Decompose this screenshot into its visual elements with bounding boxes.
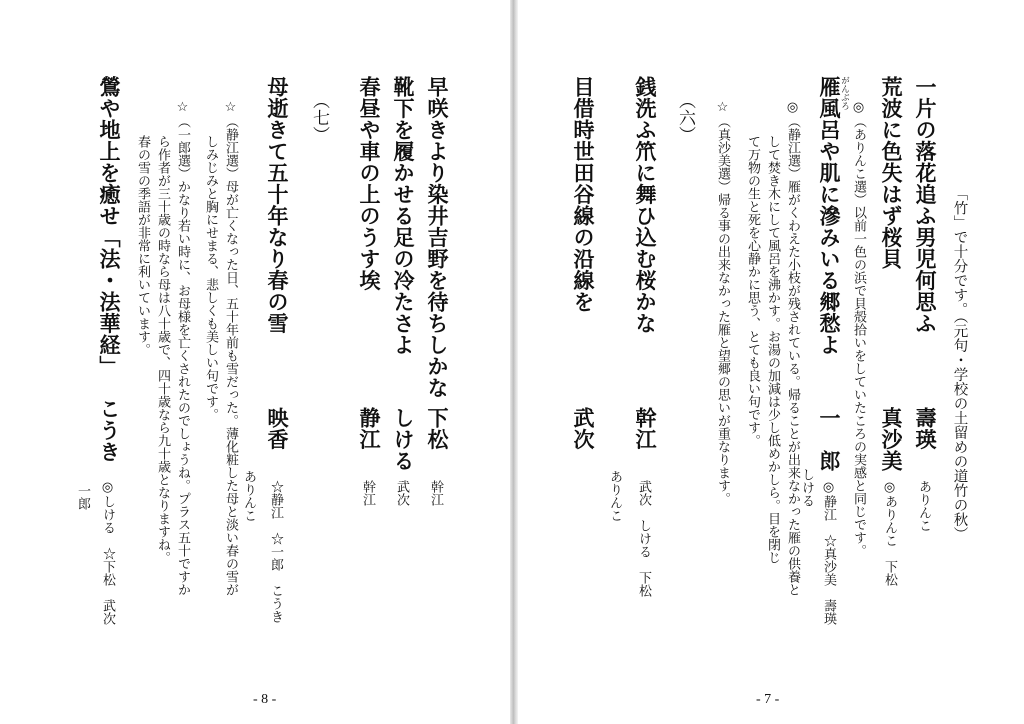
star-mark: ◎ bbox=[785, 100, 800, 115]
comment-line: て万物の生と死を心静かに思う、とても良い句です。 bbox=[745, 135, 760, 447]
comment-selector: （ありんこ選） bbox=[851, 115, 866, 206]
haiku-votes: 武次 bbox=[394, 480, 409, 506]
comment-line: しみじみと胸にせまる、悲しくも美しい句です。 bbox=[203, 135, 218, 421]
comment-line: ☆（一郎選）かなり若い時に、お母様を亡くされたのでしょうね。プラス五十ですか bbox=[175, 100, 190, 596]
comment-selector: （静江選） bbox=[785, 115, 800, 180]
haiku-text: 荒波に色失はず桜貝 bbox=[879, 76, 903, 270]
comment-selector: （真沙美選） bbox=[715, 115, 730, 193]
haiku-votes: ◎しける ☆下松 武次 bbox=[100, 480, 115, 625]
haiku-text: 一片の落花追ふ男児何思ふ bbox=[913, 76, 937, 334]
haiku-votes: ◎静江 ☆真沙美 壽瑛 bbox=[821, 480, 836, 625]
page-number: - 7 - bbox=[756, 692, 780, 707]
section-heading: （六） bbox=[675, 92, 695, 143]
haiku-text: 早咲きより染井吉野を待ちしかな bbox=[425, 76, 449, 399]
haiku-votes: ☆静江 ☆一郎 こうき bbox=[268, 480, 283, 623]
haiku-author: 真沙美 bbox=[879, 407, 903, 472]
haiku-votes: 幹江 bbox=[428, 480, 443, 506]
haiku-author: 下松 bbox=[425, 407, 449, 450]
haiku-author: 一 郎 bbox=[817, 407, 841, 472]
star-mark: ☆ bbox=[175, 100, 190, 115]
haiku-votes: ◎ありんこ 下松 bbox=[882, 480, 897, 586]
comment-selector: （静江選） bbox=[223, 115, 238, 180]
haiku-text: 目借時世田谷線の沿線を bbox=[571, 76, 595, 313]
haiku-votes: 幹江 bbox=[360, 480, 375, 506]
haiku-text: 銭洗ふ笊に舞ひ込む桜かな bbox=[633, 76, 657, 334]
haiku-author: 壽瑛 bbox=[913, 407, 937, 450]
haiku-text: 雁風呂や肌に滲みいる郷愁よ bbox=[817, 76, 841, 356]
comment-line: して焚き木にして風呂を沸かす。お湯の加減は少し低めかしら。目を閉じ bbox=[765, 135, 780, 564]
haiku-votes: ありんこ bbox=[607, 470, 622, 522]
star-mark: ◎ bbox=[851, 100, 866, 115]
star-mark: ☆ bbox=[223, 100, 238, 115]
comment-line: ☆（真沙美選）帰る事の出来なかった雁と望郷の思いが重なります。 bbox=[715, 100, 730, 505]
comment-line: 春の雪の季語が非常に利いています。 bbox=[135, 135, 150, 356]
haiku-author: こうき bbox=[97, 398, 121, 463]
haiku-author: 幹江 bbox=[633, 407, 657, 450]
page-number: - 8 - bbox=[253, 692, 277, 707]
haiku-author: 静江 bbox=[357, 407, 381, 450]
haiku-text: 靴下を履かせる足の冷たさよ bbox=[391, 76, 415, 356]
haiku-author: 映香 bbox=[265, 407, 289, 450]
comment-line: ◎（静江選）雁がくわえた小枝が残されている。帰ることが出来なかった雁の供養と bbox=[785, 100, 800, 596]
section-heading: （七） bbox=[309, 92, 329, 143]
haiku-text: 鶯や地上を癒せ「法・法華経」 bbox=[97, 76, 121, 377]
comment-selector: （一郎選） bbox=[175, 115, 190, 180]
comment-line: ☆（静江選）母が亡くなった日、五十年前も雪だった。薄化粧した母と淡い春の雪が bbox=[223, 100, 238, 596]
comment-line: ◎（ありんこ選）以前一色の浜で貝殻拾いをしていたころの実感と同じです。 bbox=[851, 100, 866, 557]
haiku-votes: ありんこ bbox=[241, 470, 256, 522]
haiku-text: 母逝きて五十年なり春の雪 bbox=[265, 76, 289, 334]
ruby-reading: がんぶろ bbox=[839, 76, 850, 110]
haiku-author: 武次 bbox=[571, 407, 595, 450]
haiku-votes: ありんこ bbox=[916, 480, 931, 532]
haiku-text: 春昼や車の上のうす埃 bbox=[357, 76, 381, 291]
haiku-votes: しける bbox=[799, 468, 814, 507]
haiku-votes: 武次 しける 下松 bbox=[636, 480, 651, 597]
star-mark: ☆ bbox=[715, 100, 730, 115]
book-gutter bbox=[510, 0, 518, 724]
haiku-author: しける bbox=[391, 407, 415, 472]
haiku-votes: 一郎 bbox=[75, 484, 90, 510]
intro-line: 「竹」で十分です。（元句・学校の土留めの道竹の秋） bbox=[951, 186, 968, 542]
comment-line: ら作者が三十歳の時なら母は八十歳で、四十歳なら九十歳となりますね。 bbox=[155, 135, 170, 564]
